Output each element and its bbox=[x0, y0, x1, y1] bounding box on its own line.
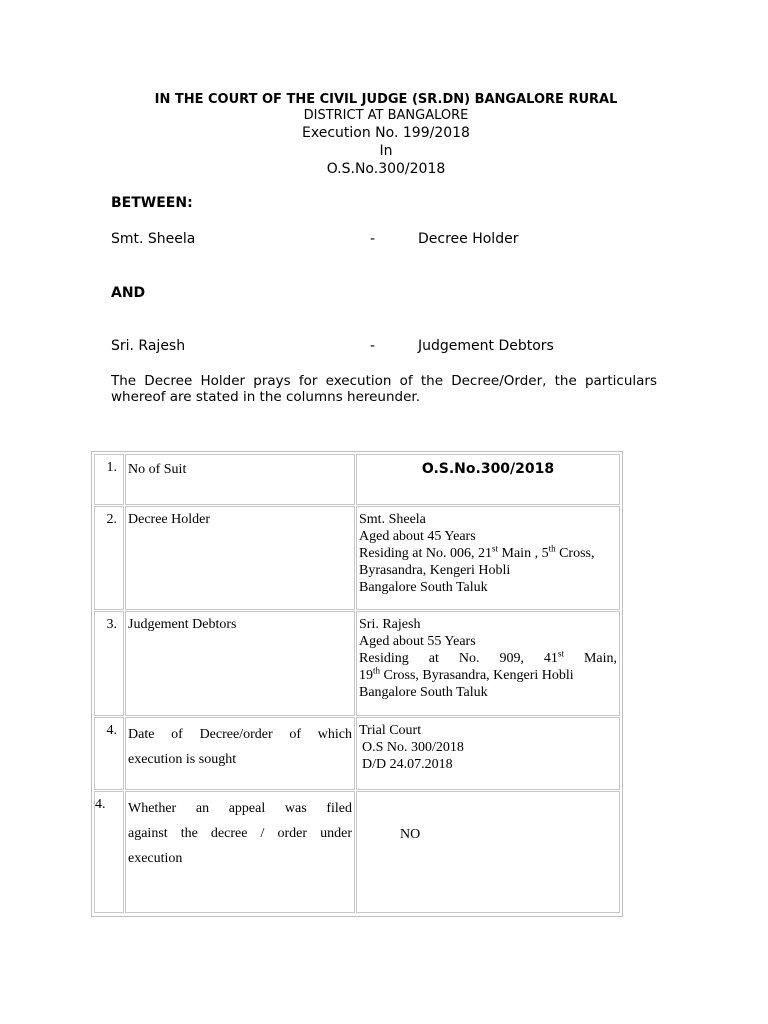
holder-detail-address: Residing at No. 006, 21st Main , 5th Cross, bbox=[359, 543, 595, 561]
execution-number: Execution No. 199/2018 bbox=[302, 125, 470, 141]
in-label: In bbox=[379, 143, 393, 159]
particulars-table bbox=[91, 451, 623, 917]
and-label: AND bbox=[111, 285, 146, 301]
holder-detail-age: Aged about 45 Years bbox=[359, 529, 476, 544]
row-number: 1. bbox=[94, 454, 124, 505]
row-number: 3. bbox=[94, 611, 124, 716]
decree-holder-details bbox=[356, 506, 620, 610]
row-label: Judgement Debtors bbox=[125, 611, 355, 716]
holder-detail-taluk: Bangalore South Taluk bbox=[359, 580, 488, 595]
decree-date: D/D 24.07.2018 bbox=[362, 757, 453, 772]
party-dash: - bbox=[370, 231, 376, 247]
debtor-detail-taluk: Bangalore South Taluk bbox=[359, 685, 488, 700]
prayer-paragraph: The Decree Holder prays for execution of the Decree/Order, the particulars whereof are stated in the columns hereunder. bbox=[111, 373, 657, 405]
judgement-debtor-role: Judgement Debtors bbox=[418, 338, 554, 354]
row-label-line: execution bbox=[128, 851, 183, 866]
debtor-detail-address: Residing at No. 909, 41st Main, bbox=[359, 648, 617, 666]
row-label-line: Date of Decree/order of which bbox=[128, 727, 352, 742]
party-dash: - bbox=[370, 338, 376, 354]
decree-holder-name: Smt. Sheela bbox=[111, 231, 196, 247]
debtor-detail-locality: 19th Cross, Byrasandra, Kengeri Hobli bbox=[359, 665, 574, 683]
case-number: O.S No. 300/2018 bbox=[362, 740, 464, 755]
decree-date-details bbox=[356, 717, 620, 790]
holder-detail-name: Smt. Sheela bbox=[359, 512, 426, 527]
row-label: Decree Holder bbox=[125, 506, 355, 610]
suit-number-value bbox=[356, 454, 620, 505]
suit-number: O.S.No.300/2018 bbox=[326, 161, 446, 177]
trial-court-label: Trial Court bbox=[359, 723, 422, 738]
row-label-line: Whether an appeal was filed bbox=[128, 801, 352, 816]
row-label bbox=[125, 717, 355, 790]
holder-detail-locality: Byrasandra, Kengeri Hobli bbox=[359, 563, 511, 578]
judgement-debtor-details bbox=[356, 611, 620, 716]
debtor-detail-age: Aged about 55 Years bbox=[359, 634, 476, 649]
appeal-filed-answer: NO bbox=[356, 791, 620, 913]
between-label: BETWEEN: bbox=[111, 195, 193, 211]
row-label-line: execution is sought bbox=[128, 752, 237, 767]
row-number: 4. bbox=[94, 717, 124, 790]
court-title-line2: DISTRICT AT BANGALORE bbox=[303, 108, 469, 123]
row-number: 4. bbox=[94, 791, 124, 913]
debtor-detail-name: Sri. Rajesh bbox=[359, 617, 421, 632]
decree-holder-role: Decree Holder bbox=[418, 231, 519, 247]
court-title-line1: IN THE COURT OF THE CIVIL JUDGE (SR.DN) BANGALORE RURAL bbox=[154, 92, 618, 107]
row-number: 2. bbox=[94, 506, 124, 610]
suit-number-text: O.S.No.300/2018 bbox=[421, 461, 555, 477]
row-label-line: against the decree / order under bbox=[128, 826, 352, 841]
row-label: No of Suit bbox=[125, 454, 355, 505]
judgement-debtor-name: Sri. Rajesh bbox=[111, 338, 186, 354]
row-label bbox=[125, 791, 355, 913]
